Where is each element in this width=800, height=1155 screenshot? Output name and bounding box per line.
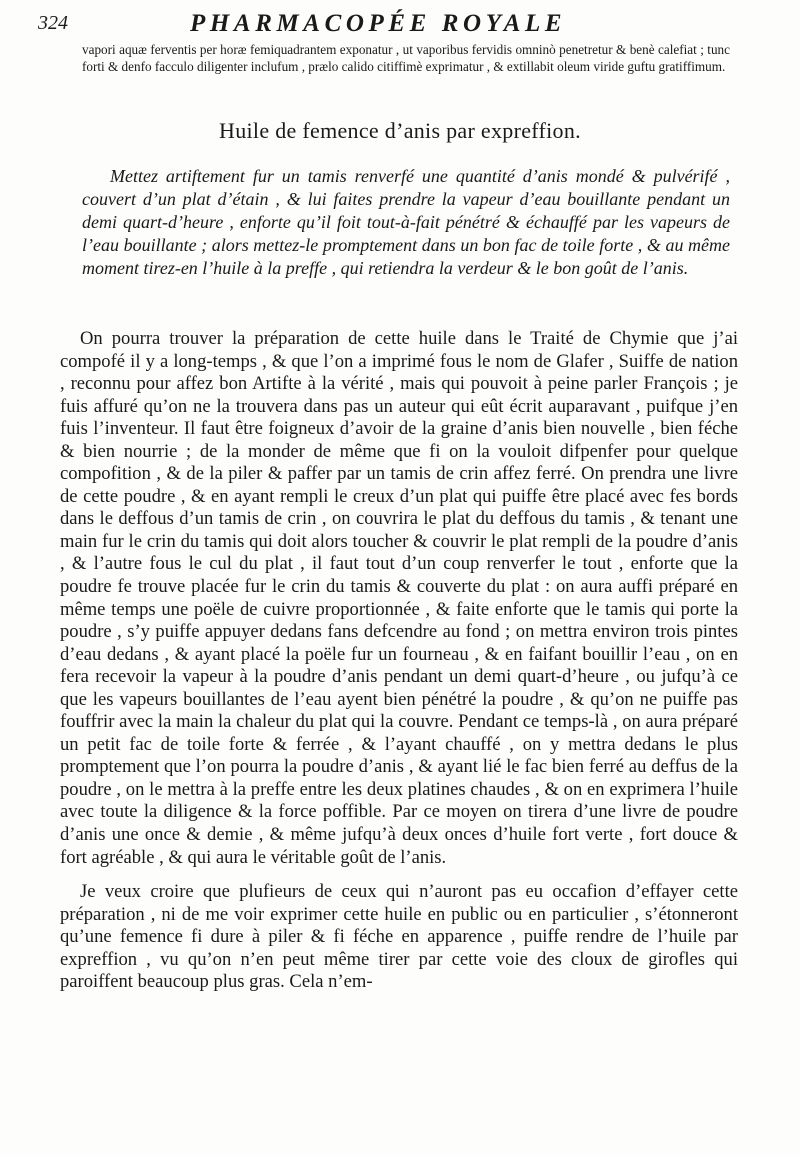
page-header	[38, 10, 758, 40]
section-title: Huile de femence d’anis par expreffion.	[219, 118, 581, 143]
latin-paragraph: vapori aquæ ferventis per horæ femiquadrantem exponatur , ut vaporibus fervidis omninò penetretur & benè calefiat ; tunc forti & denfo facculo diligenter inclufum , prælo calido citiffimè exprimatur , & extillabit oleum viride guftu gratiffimum.	[82, 42, 730, 74]
running-title: PHARMACOPÉE ROYALE	[190, 10, 567, 37]
page-number: 324	[38, 12, 68, 34]
recipe-paragraph: Mettez artiftement fur un tamis renverfé une quantité d’anis mondé & pulvérifé , couvert d’un plat d’étain , & lui faites prendre la vapeur d’eau bouillante pendant un demi quart-d’heure , enforte qu’il foit tout-à-fait pénétré & échauffé par les vapeurs de l’eau bouillante ; alors mettez-le promptement dans un bon fac de toile forte , & au même moment tirez-en l’huile à la preffe , qui retiendra la verdeur & le bon goût de l’anis.	[82, 166, 730, 278]
body-paragraph-1: On pourra trouver la préparation de cette huile dans le Traité de Chymie que j’ai compofé il y a long-temps , & que l’on a imprimé fous le nom de Glafer , Suiffe de nation , reconnu pour affez bon Artifte à la vérité , mais qui pouvoit à peine parler François ; je fuis affuré qu’on ne la trouvera dans pas un auteur qui eût écrit auparavant , puifque j’en fuis l’inventeur. Il faut être foigneux d’avoir de la graine d’anis bien nouvelle , bien féche & bien nourrie ; de la monder de même que fi on la vouloit difpenfer pour quelque compofition , & de la piler & paffer par un tamis de crin affez ferré. On prendra une livre de cette poudre , & en ayant rempli le creux d’un plat qui puiffe être placé avec fes bords dans le deffous d’un tamis de crin , on couvrira le plat du deffous du tamis , & tenant une main fur le crin du tamis qui doit alors toucher & couvrir le plat rempli de la poudre d’anis , & l’autre fous le cul du plat , il faut tout d’un coup renverfer le tout , enforte que la poudre fe trouve placée fur le crin du tamis & couverte du plat : on aura auffi préparé en même temps une poële de cuivre proportionnée , & faite enforte que le tamis qui porte la poudre , s’y puiffe appuyer dedans fans defcendre au fond ; on mettra environ trois pintes d’eau dedans , & ayant placé la poële fur un fourneau , & en faifant bouillir l’eau , on en fera recevoir la vapeur à la poudre d’anis pendant un demi quart-d’heure , ou jufqu’à ce que les vapeurs bouillantes de l’eau ayent bien pénétré la poudre , & qu’on ne puiffe pas fouffrir avec la main la chaleur du plat qui la couvre. Pendant ce temps-là , on aura préparé un petit fac de toile forte & ferrée , & l’ayant chauffé , on y mettra dedans le plus promptement que l’on pourra la poudre d’anis , & ayant lié le fac bien ferré au deffus de la poudre , on le mettra à la preffe entre les deux platines chaudes , & on en exprimera l’huile avec toute la diligence & la force poffible. Par ce moyen on tirera d’une livre de poudre d’anis une once & demie , & même jufqu’à deux onces d’huile fort verte , fort douce & fort agréable , & qui aura le véritable goût de l’anis.	[60, 328, 738, 868]
body-text	[60, 328, 738, 994]
body-paragraph-2: Je veux croire que plufieurs de ceux qui n’auront pas eu occafion d’effayer cette préparation , ni de me voir exprimer cette huile en public ou en particulier , s’étonneront qu’une femence fi dure à piler & fi féche en apparence , puiffe rendre de l’huile par expreffion , vu qu’on n’en peut même tirer par cette voie des cloux de girofles qui paroiffent beaucoup plus gras. Cela n’em-	[60, 881, 738, 993]
